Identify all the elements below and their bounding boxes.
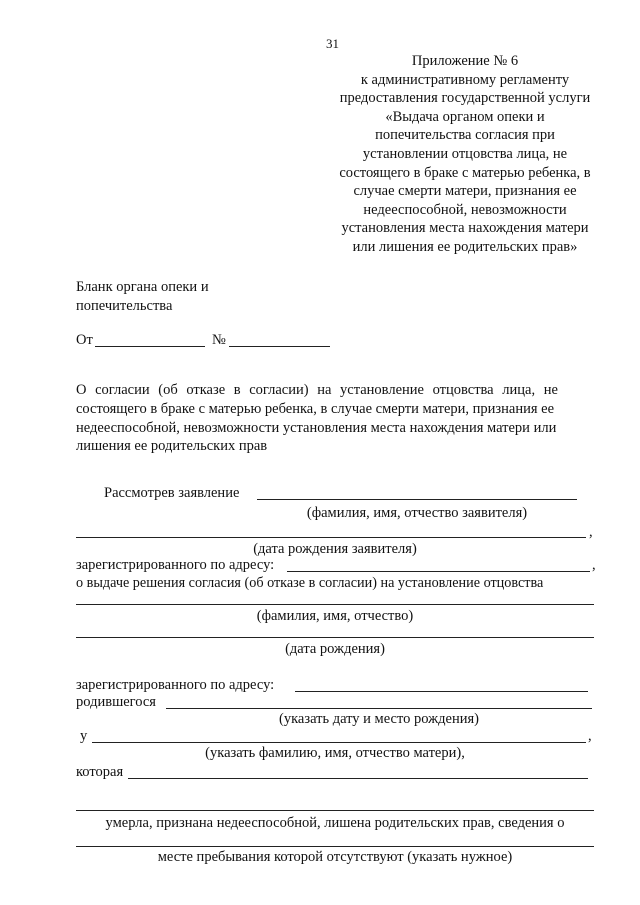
appendix-line: недееспособной, невозможности bbox=[363, 201, 567, 218]
page-number: 31 bbox=[326, 36, 339, 51]
applicant-address-field[interactable] bbox=[287, 571, 590, 572]
appendix-header bbox=[320, 52, 610, 257]
mother-caption: (указать фамилию, имя, отчество матери), bbox=[205, 745, 465, 761]
blank-label-line2: попечительства bbox=[76, 298, 173, 314]
comma: , bbox=[592, 557, 596, 573]
comma: , bbox=[589, 524, 593, 540]
registered-address-label: зарегистрированного по адресу: bbox=[76, 557, 275, 573]
appendix-line: установлении отцовства лица, не bbox=[362, 145, 568, 162]
at-label: у bbox=[80, 728, 88, 744]
status-options-line2: месте пребывания которой отсутствуют (указать нужное) bbox=[157, 849, 513, 865]
mother-status-details-field[interactable] bbox=[76, 846, 594, 847]
born-label: родившегося bbox=[76, 694, 156, 710]
subject-line: состоящего в браке с матерью ребенка, в случае смерти матери, признания ее bbox=[76, 400, 555, 417]
mother-status-field[interactable] bbox=[128, 778, 588, 779]
dob-caption: (дата рождения) bbox=[285, 641, 385, 657]
from-label: От bbox=[76, 332, 93, 348]
from-date-field[interactable] bbox=[95, 346, 205, 347]
appendix-line: попечительства согласия при bbox=[375, 127, 555, 144]
applicant-fio-continued-field[interactable] bbox=[76, 537, 586, 538]
reviewed-label: Рассмотрев заявление bbox=[104, 485, 240, 501]
birth-caption: (указать дату и место рождения) bbox=[279, 711, 479, 727]
child-fio-field[interactable] bbox=[76, 604, 594, 605]
applicant-fio-caption: (фамилия, имя, отчество заявителя) bbox=[306, 505, 528, 521]
fio-caption: (фамилия, имя, отчество) bbox=[256, 608, 414, 624]
blank-label-line1: Бланк органа опеки и bbox=[76, 279, 209, 295]
status-options-line1: умерла, признана недееспособной, лишена родительских прав, сведения о bbox=[105, 815, 565, 831]
mother-fio-field[interactable] bbox=[92, 742, 586, 743]
subject-line: О согласии (об отказе в согласии) на установление отцовства лица, не bbox=[76, 382, 558, 398]
appendix-line: Приложение № 6 bbox=[411, 53, 519, 69]
about-decision-text: о выдаче решения согласия (об отказе в согласии) на установление отцовства bbox=[76, 575, 544, 591]
birth-date-place-field[interactable] bbox=[166, 708, 592, 709]
child-dob-field[interactable] bbox=[76, 637, 594, 638]
document-number-field[interactable] bbox=[229, 346, 330, 347]
appendix-line: или лишения ее родительских прав» bbox=[352, 238, 578, 255]
appendix-line: состоящего в браке с матерью ребенка, в bbox=[339, 164, 591, 181]
appendix-line: предоставления государственной услуги bbox=[339, 90, 591, 107]
appendix-line: установления места нахождения матери bbox=[341, 220, 589, 237]
registered-address-label-2: зарегистрированного по адресу: bbox=[76, 677, 275, 693]
subject-paragraph bbox=[76, 381, 596, 456]
number-label: № bbox=[212, 332, 226, 348]
which-label: которая bbox=[76, 764, 124, 780]
comma: , bbox=[588, 728, 592, 744]
mother-status-continued-field[interactable] bbox=[76, 810, 594, 811]
appendix-line: к административному регламенту bbox=[360, 71, 570, 88]
appendix-line: случае смерти матери, признания ее bbox=[353, 183, 577, 200]
appendix-line: «Выдача органом опеки и bbox=[385, 108, 545, 125]
child-address-field[interactable] bbox=[295, 691, 588, 692]
subject-line: лишения ее родительских прав bbox=[76, 438, 268, 455]
subject-line: недееспособной, невозможности установления места нахождения матери или bbox=[76, 419, 557, 436]
applicant-dob-caption: (дата рождения заявителя) bbox=[253, 541, 417, 557]
applicant-fio-field[interactable] bbox=[257, 499, 577, 500]
